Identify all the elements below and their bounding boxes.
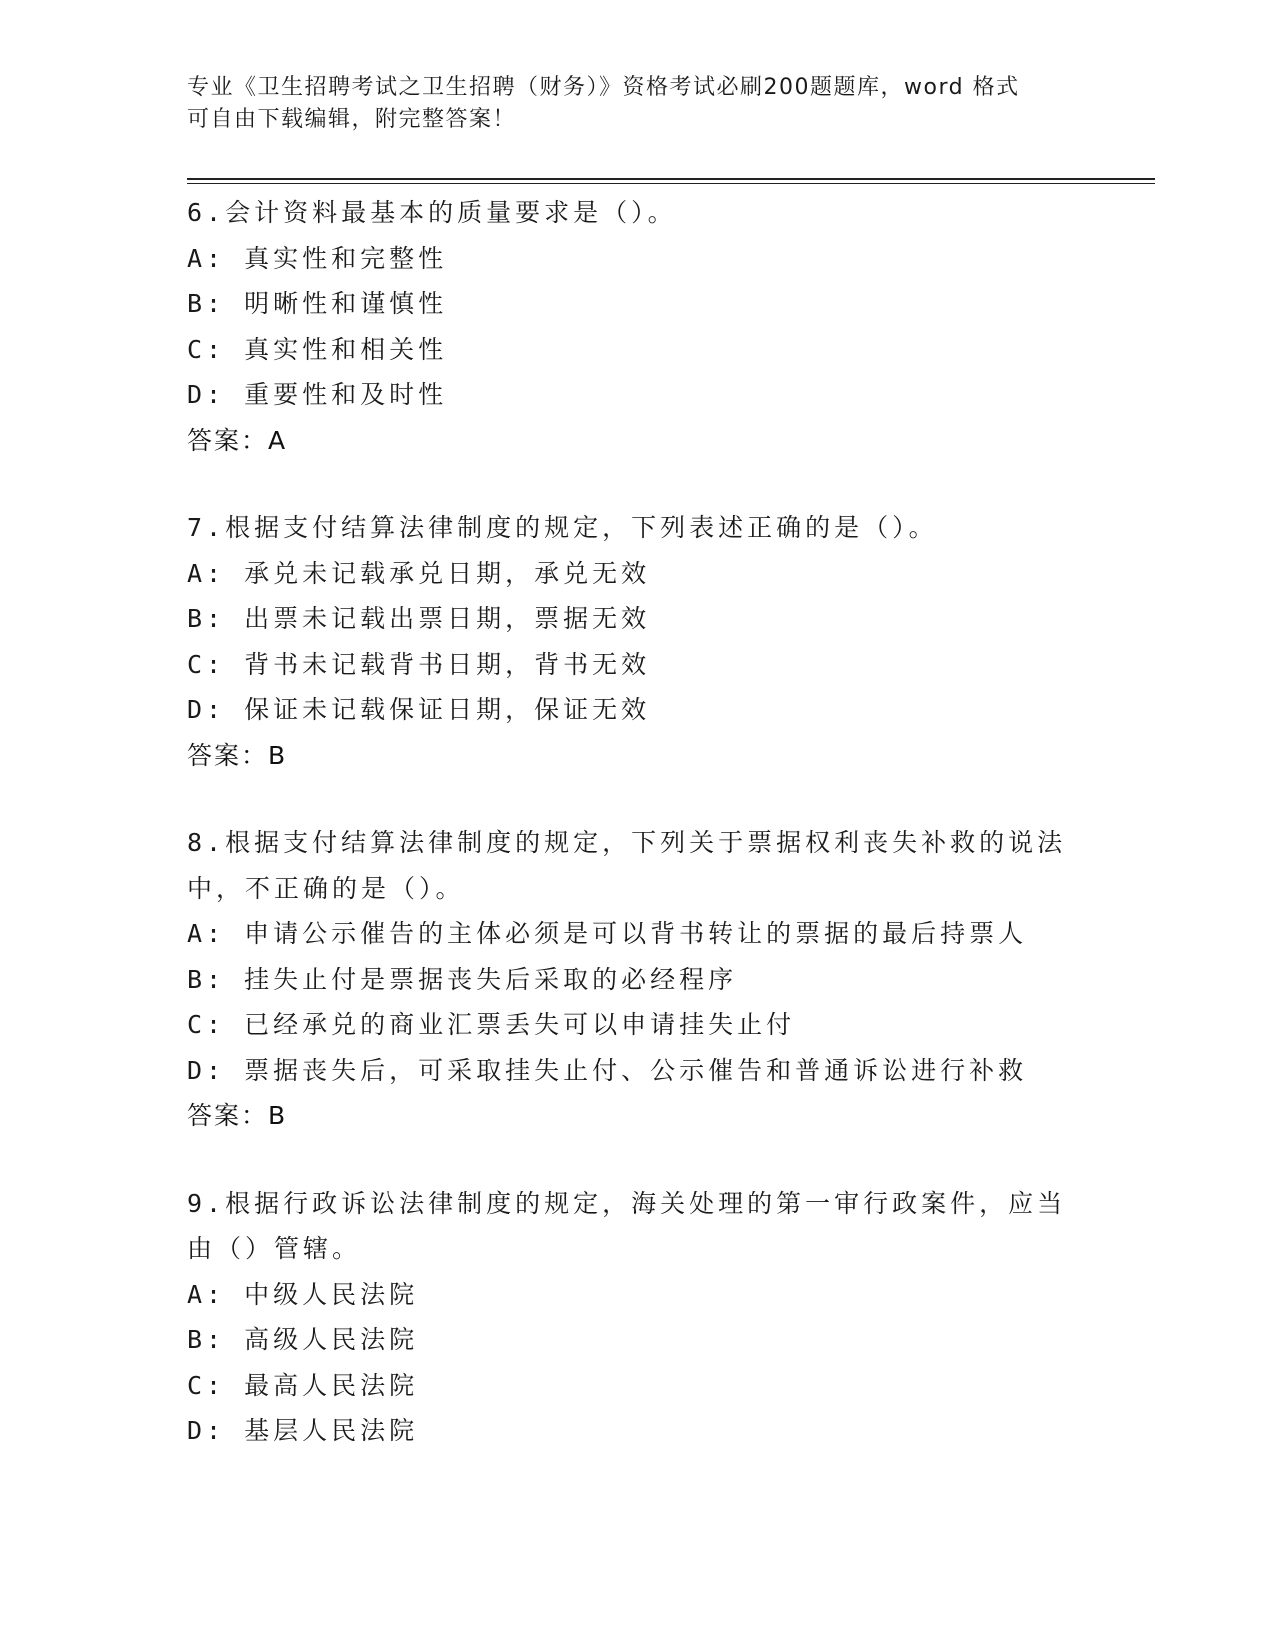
option-b: B: 明晰性和谨慎性 — [187, 289, 448, 318]
option-c: C: 真实性和相关性 — [187, 334, 448, 364]
question-list — [187, 190, 1087, 1496]
document-header — [187, 72, 1067, 136]
option-d: D: 基层人民法院 — [187, 1416, 419, 1445]
option-a: A: 真实性和完整性 — [187, 243, 448, 273]
header-line-2: 可自由下载编辑，附完整答案！ — [187, 107, 517, 132]
question-stem-line-2: 由（）管辖。 — [187, 1234, 362, 1263]
option-c: C: 最高人民法院 — [187, 1370, 419, 1400]
option-a: A: 中级人民法院 — [187, 1279, 419, 1309]
option-c: C: 背书未记载背书日期，背书无效 — [187, 649, 651, 679]
question-stem: 7.根据支付结算法律制度的规定，下列表述正确的是（）。 — [187, 513, 938, 542]
option-d: D: 重要性和及时性 — [187, 380, 448, 409]
question-stem: 6.会计资料最基本的质量要求是（）。 — [187, 198, 677, 227]
question-stem-line-1: 9.根据行政诉讼法律制度的规定，海关处理的第一审行政案件，应当 — [187, 1188, 1067, 1218]
question-stem-line-2: 中，不正确的是（）。 — [187, 873, 465, 903]
question-9 — [187, 1181, 1087, 1454]
answer-label: 答案：B — [187, 740, 288, 770]
option-a: A: 承兑未记载承兑日期，承兑无效 — [187, 558, 651, 588]
option-b: B: 挂失止付是票据丧失后采取的必经程序 — [187, 964, 738, 994]
answer-label: 答案：B — [187, 1101, 288, 1130]
option-d: D: 保证未记载保证日期，保证无效 — [187, 695, 651, 724]
question-8 — [187, 820, 1087, 1139]
question-6 — [187, 190, 1087, 463]
option-a: A: 申请公示催告的主体必须是可以背书转让的票据的最后持票人 — [187, 919, 1028, 948]
question-7 — [187, 505, 1087, 778]
header-line-1: 专业《卫生招聘考试之卫生招聘（财务）》资格考试必刷200题题库，word 格式 — [187, 75, 1020, 100]
header-divider-thick — [187, 178, 1155, 180]
option-c: C: 已经承兑的商业汇票丢失可以申请挂失止付 — [187, 1010, 796, 1039]
question-stem-line-1: 8.根据支付结算法律制度的规定，下列关于票据权利丧失补救的说法 — [187, 828, 1067, 857]
answer-label: 答案：A — [187, 425, 288, 455]
option-d: D: 票据丧失后，可采取挂失止付、公示催告和普通诉讼进行补救 — [187, 1055, 1028, 1085]
option-b: B: 高级人民法院 — [187, 1325, 419, 1354]
header-divider-thin — [187, 183, 1155, 184]
option-b: B: 出票未记载出票日期，票据无效 — [187, 604, 651, 633]
